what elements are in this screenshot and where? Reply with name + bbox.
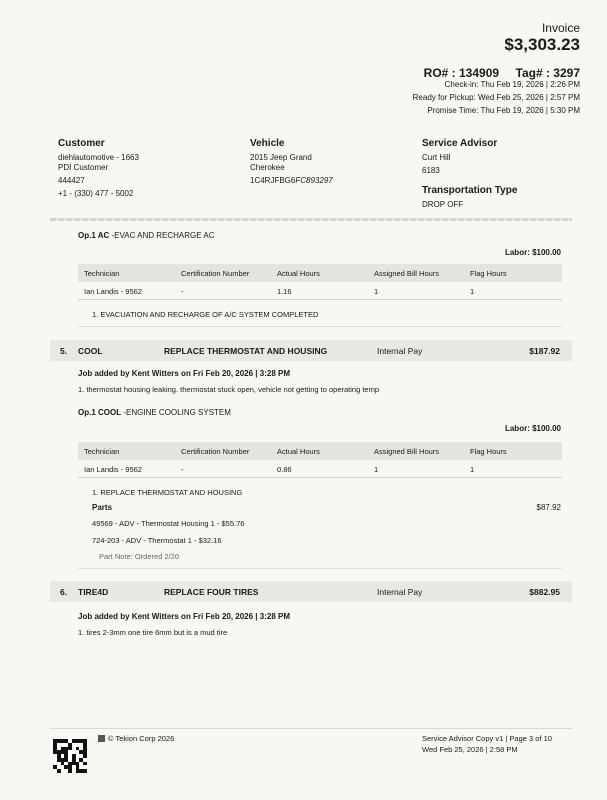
advisor-id: 6183 — [422, 166, 440, 175]
tech-actual: 0.86 — [277, 465, 292, 474]
col-flag: Flag Hours — [470, 447, 507, 456]
tech-assigned: 1 — [374, 465, 379, 474]
col-actual: Actual Hours — [277, 269, 320, 278]
checkin-time: Check-in: Thu Feb 19, 2026 | 2:26 PM — [444, 80, 580, 89]
invoice-label: Invoice — [541, 21, 580, 35]
col-technician: Technician — [84, 447, 120, 456]
table-header — [78, 264, 562, 282]
customer-line2: PDI Customer — [58, 163, 109, 172]
ready-time: Ready for Pickup: Wed Feb 25, 2026 | 2:57 PM — [412, 93, 580, 102]
qr-code — [53, 739, 87, 773]
vin-end: FC893297 — [295, 176, 333, 185]
footer-corp-text: © Tekion Corp 2026 — [108, 734, 175, 743]
customer-phone: +1 - (330) 477 - 5002 — [58, 189, 134, 198]
table-header — [78, 442, 562, 460]
transport-label: Transportation Type — [422, 185, 518, 196]
op-ac-labor: Labor: $100.00 — [504, 248, 561, 257]
tekion-logo-icon — [98, 735, 105, 742]
job-5-concern: 1. thermostat housing leaking. thermostat stuck open, vehicle not getting to operating temp — [78, 385, 380, 394]
op-cool-labor: Labor: $100.00 — [504, 424, 561, 433]
job-6-header — [50, 581, 572, 602]
vin-start: 1C4RJFBG6 — [250, 176, 296, 185]
job-6-desc: REPLACE FOUR TIRES — [164, 587, 259, 597]
parts-total: $87.92 — [536, 503, 561, 512]
footer-divider — [50, 728, 572, 729]
op-ac-desc: -EVAC AND RECHARGE AC — [111, 231, 215, 240]
col-cert: Certification Number — [181, 447, 250, 456]
footer-copy: Service Advisor Copy v1 | Page 3 of 10 — [422, 734, 552, 743]
footer-date: Wed Feb 25, 2026 | 2:58 PM — [422, 745, 518, 754]
customer-line3: 444427 — [58, 176, 85, 185]
op-ac-title — [78, 231, 214, 240]
parts-label: Parts — [92, 503, 113, 512]
job-5-header — [50, 340, 572, 361]
tech-cert: - — [181, 287, 184, 296]
row-divider — [78, 299, 562, 300]
job-5-pay: Internal Pay — [377, 346, 423, 356]
job-5-desc: REPLACE THERMOSTAT AND HOUSING — [164, 346, 328, 356]
row-divider — [78, 568, 562, 569]
tag-number: Tag# : 3297 — [515, 66, 580, 80]
op-cool-desc: -ENGINE COOLING SYSTEM — [123, 408, 231, 417]
vehicle-label: Vehicle — [250, 138, 285, 149]
col-cert: Certification Number — [181, 269, 250, 278]
col-assigned: Assigned Bill Hours — [374, 269, 440, 278]
tech-flag: 1 — [470, 465, 475, 474]
part-line-2: 724-203 - ADV - Thermostat 1 - $32.16 — [92, 536, 222, 545]
job-5-code: COOL — [78, 346, 103, 356]
transport-value: DROP OFF — [422, 200, 464, 209]
op-cool-label: Op.1 COOL — [78, 408, 122, 417]
col-actual: Actual Hours — [277, 447, 320, 456]
row-divider — [78, 477, 562, 478]
customer-label: Customer — [58, 138, 105, 149]
footer-corp — [98, 734, 174, 743]
advisor-name: Curt Hill — [422, 153, 451, 162]
customer-line1: diehlautomotive - 1663 — [58, 153, 139, 162]
tech-actual: 1.16 — [277, 287, 292, 296]
job-5-num: 5. — [60, 346, 68, 356]
op-ac-label: Op.1 AC — [78, 231, 110, 240]
job-6-added: Job added by Kent Witters on Fri Feb 20, 2026 | 3:28 PM — [78, 612, 290, 621]
vehicle-line2: Cherokee — [250, 163, 285, 172]
part-line-1: 49569 - ADV - Thermostat Housing 1 - $55.76 — [92, 519, 245, 528]
tech-cert: - — [181, 465, 184, 474]
op-ac-note: 1. EVACUATION AND RECHARGE OF A/C SYSTEM COMPLETED — [92, 310, 319, 319]
invoice-total: $3,303.23 — [504, 35, 580, 54]
job-6-code: TIRE4D — [78, 587, 109, 597]
part-note: Part Note: Ordered 2/20 — [99, 552, 180, 561]
tech-assigned: 1 — [374, 287, 379, 296]
row-divider — [78, 326, 562, 327]
job-5-added: Job added by Kent Witters on Fri Feb 20, 2026 | 3:28 PM — [78, 369, 290, 378]
col-technician: Technician — [84, 269, 120, 278]
job-6-concern: 1. tires 2-3mm one tire 6mm but is a mud tire — [78, 628, 228, 637]
job-6-amount: $882.95 — [529, 587, 560, 597]
job-5-amount: $187.92 — [529, 346, 560, 356]
tech-name: Ian Landis - 9562 — [84, 465, 142, 474]
divider — [50, 218, 572, 221]
vehicle-vin — [250, 176, 333, 185]
tech-name: Ian Landis - 9562 — [84, 287, 142, 296]
job-6-num: 6. — [60, 587, 68, 597]
job-6-pay: Internal Pay — [377, 587, 423, 597]
advisor-label: Service Advisor — [422, 138, 498, 149]
promise-time: Promise Time: Thu Feb 19, 2026 | 5:30 PM — [427, 106, 580, 115]
vehicle-line1: 2015 Jeep Grand — [250, 153, 312, 162]
ro-number: RO# : 134909 — [423, 66, 500, 80]
col-flag: Flag Hours — [470, 269, 507, 278]
op-cool-title — [78, 408, 231, 417]
tech-flag: 1 — [470, 287, 475, 296]
job-5-note: 1. REPLACE THERMOSTAT AND HOUSING — [92, 488, 243, 497]
col-assigned: Assigned Bill Hours — [374, 447, 440, 456]
